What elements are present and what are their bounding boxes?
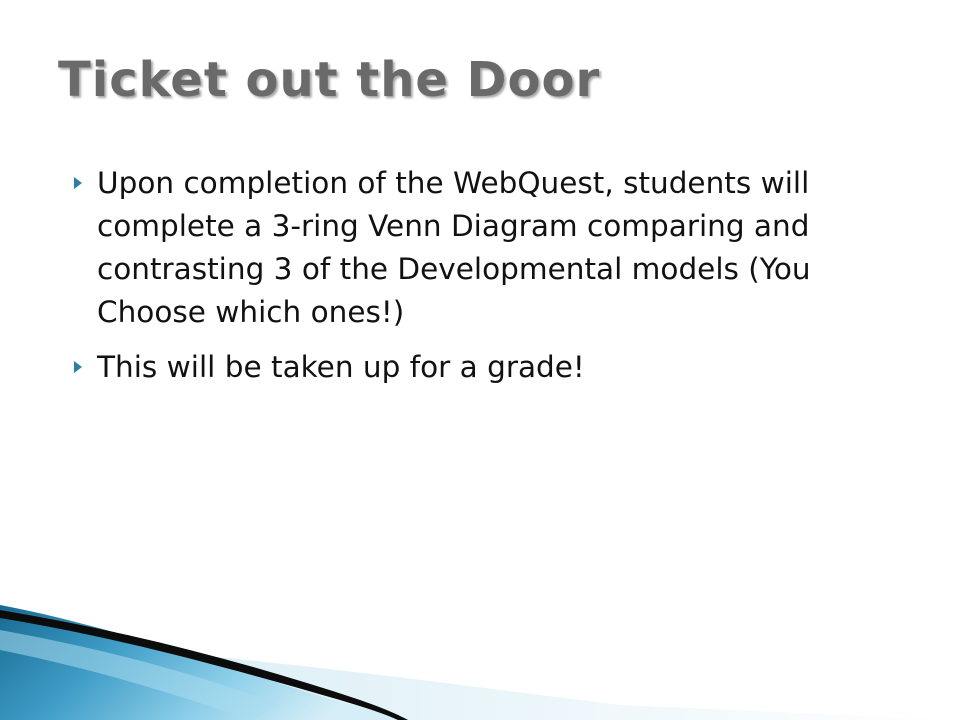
bullet-item [72,162,862,334]
bullet-text: This will be taken up for a grade! [97,350,585,384]
bullet-text: Upon completion of the WebQuest, students will complete a 3-ring Venn Diagram comparing and contrasting 3 of the Developmental models (You Choose which ones!) [97,166,811,329]
bullet-item [72,346,862,389]
bullet-list [72,162,862,401]
triangle-bullet-icon [74,177,82,189]
triangle-bullet-icon [74,361,82,373]
slide-title: Ticket out the Door [58,52,601,108]
